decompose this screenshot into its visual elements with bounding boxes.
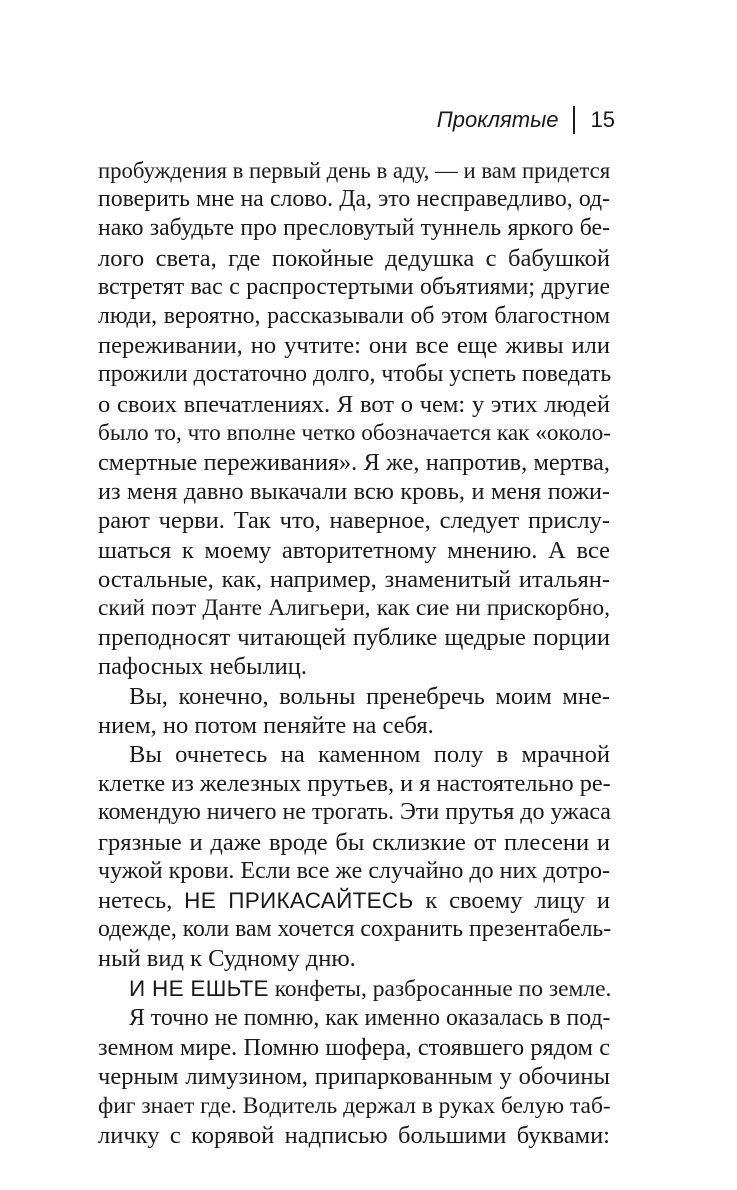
text-line: земном мире. Помню шофера, стоявшего рядом с [98,1034,610,1062]
text-line: остальные, как, например, знаменитый итальян- [98,565,610,593]
text-line: грязные и даже вроде бы склизкие от плесени и [98,828,610,856]
text-line: нако забудьте про пресловутый туннель яркого бе- [98,215,610,242]
emphasis-caps: И НЕ ЕШЬТЕ [129,975,269,1001]
text-segment: нетесь, [98,887,185,915]
text-line: лого света, где покойные дедушка с бабушкой [98,244,610,272]
text-line: было то, что вполне четко обозначается как «около- [98,419,611,446]
text-line: ный вид к Судному дню. [98,945,356,973]
paragraph-3 [98,740,610,974]
text-line: Вы очнетесь на каменном полу в мрачной [129,741,610,769]
text-line: черным лимузином, припаркованным у обочины [98,1063,610,1091]
text-segment: конфеты, разбросанные по земле. [268,975,612,1002]
text-line: чужой крови. Если все же случайно до них дотро- [98,857,610,884]
text-line: личку с корявой надписью большими буквами: [98,1121,610,1149]
text-line: фиг знает где. Водитель держал в руках белую таб- [98,1092,611,1119]
header-divider [573,106,575,134]
running-head [437,103,615,137]
text-line: переживании, но учтите: они все еще живы или [98,332,610,360]
text-line: клетке из железных прутьев, и я настоятельно ре- [98,770,611,798]
paragraph-1 [98,156,610,682]
page-number: 15 [590,107,615,132]
emphasis-caps: НЕ ПРИКАСАЙТЕСЬ [184,888,414,914]
text-line [98,886,610,915]
text-line: одежде, коли вам хочется сохранить презентабель- [98,916,612,943]
paragraph-4 [98,974,610,1004]
text-line: пробуждения в первый день в аду, — и вам придется [98,158,611,183]
text-line: смертные переживания». Я же, напротив, мертва, [98,449,610,477]
text-line: о своих впечатлениях. Я вот о чем: у этих людей [98,390,610,418]
text-line: шаться к моему авторитетному мнению. А все [98,536,610,564]
text-line: поверить мне на слово. Да, это несправедливо, од- [98,186,610,213]
text-line: рают черви. Так что, наверное, следует прислу- [98,507,610,535]
text-line: комендую ничего не трогать. Эти прутья до ужаса [98,799,611,826]
text-line: люди, вероятно, рассказывали об этом благостном [98,303,610,330]
text-line: преподносят читающей публике щедрые порции [98,624,610,652]
text-line: прожили достаточно долго, чтобы успеть поведать [98,361,612,388]
book-title: Проклятые [436,107,559,132]
text-line: нием, но потом пеняйте на себя. [98,711,434,739]
text-line: Я точно не помню, как именно оказалась в под- [129,1004,611,1031]
text-segment: к своему лицу и [413,887,610,915]
paragraph-2 [98,682,610,740]
body-text [98,156,610,1150]
text-line [98,974,610,1004]
text-line: ский поэт Данте Алигьери, как сие ни прискорбно, [98,595,610,622]
text-line: Вы, конечно, вольны пренебречь моим мне- [129,682,610,710]
text-line: пафосных небылиц. [98,653,308,681]
paragraph-5 [98,1004,610,1150]
text-line: встретят вас с распростертыми объятиями; другие [98,273,610,300]
text-line: из меня давно выкачали всю кровь, и меня пожи- [98,478,610,506]
